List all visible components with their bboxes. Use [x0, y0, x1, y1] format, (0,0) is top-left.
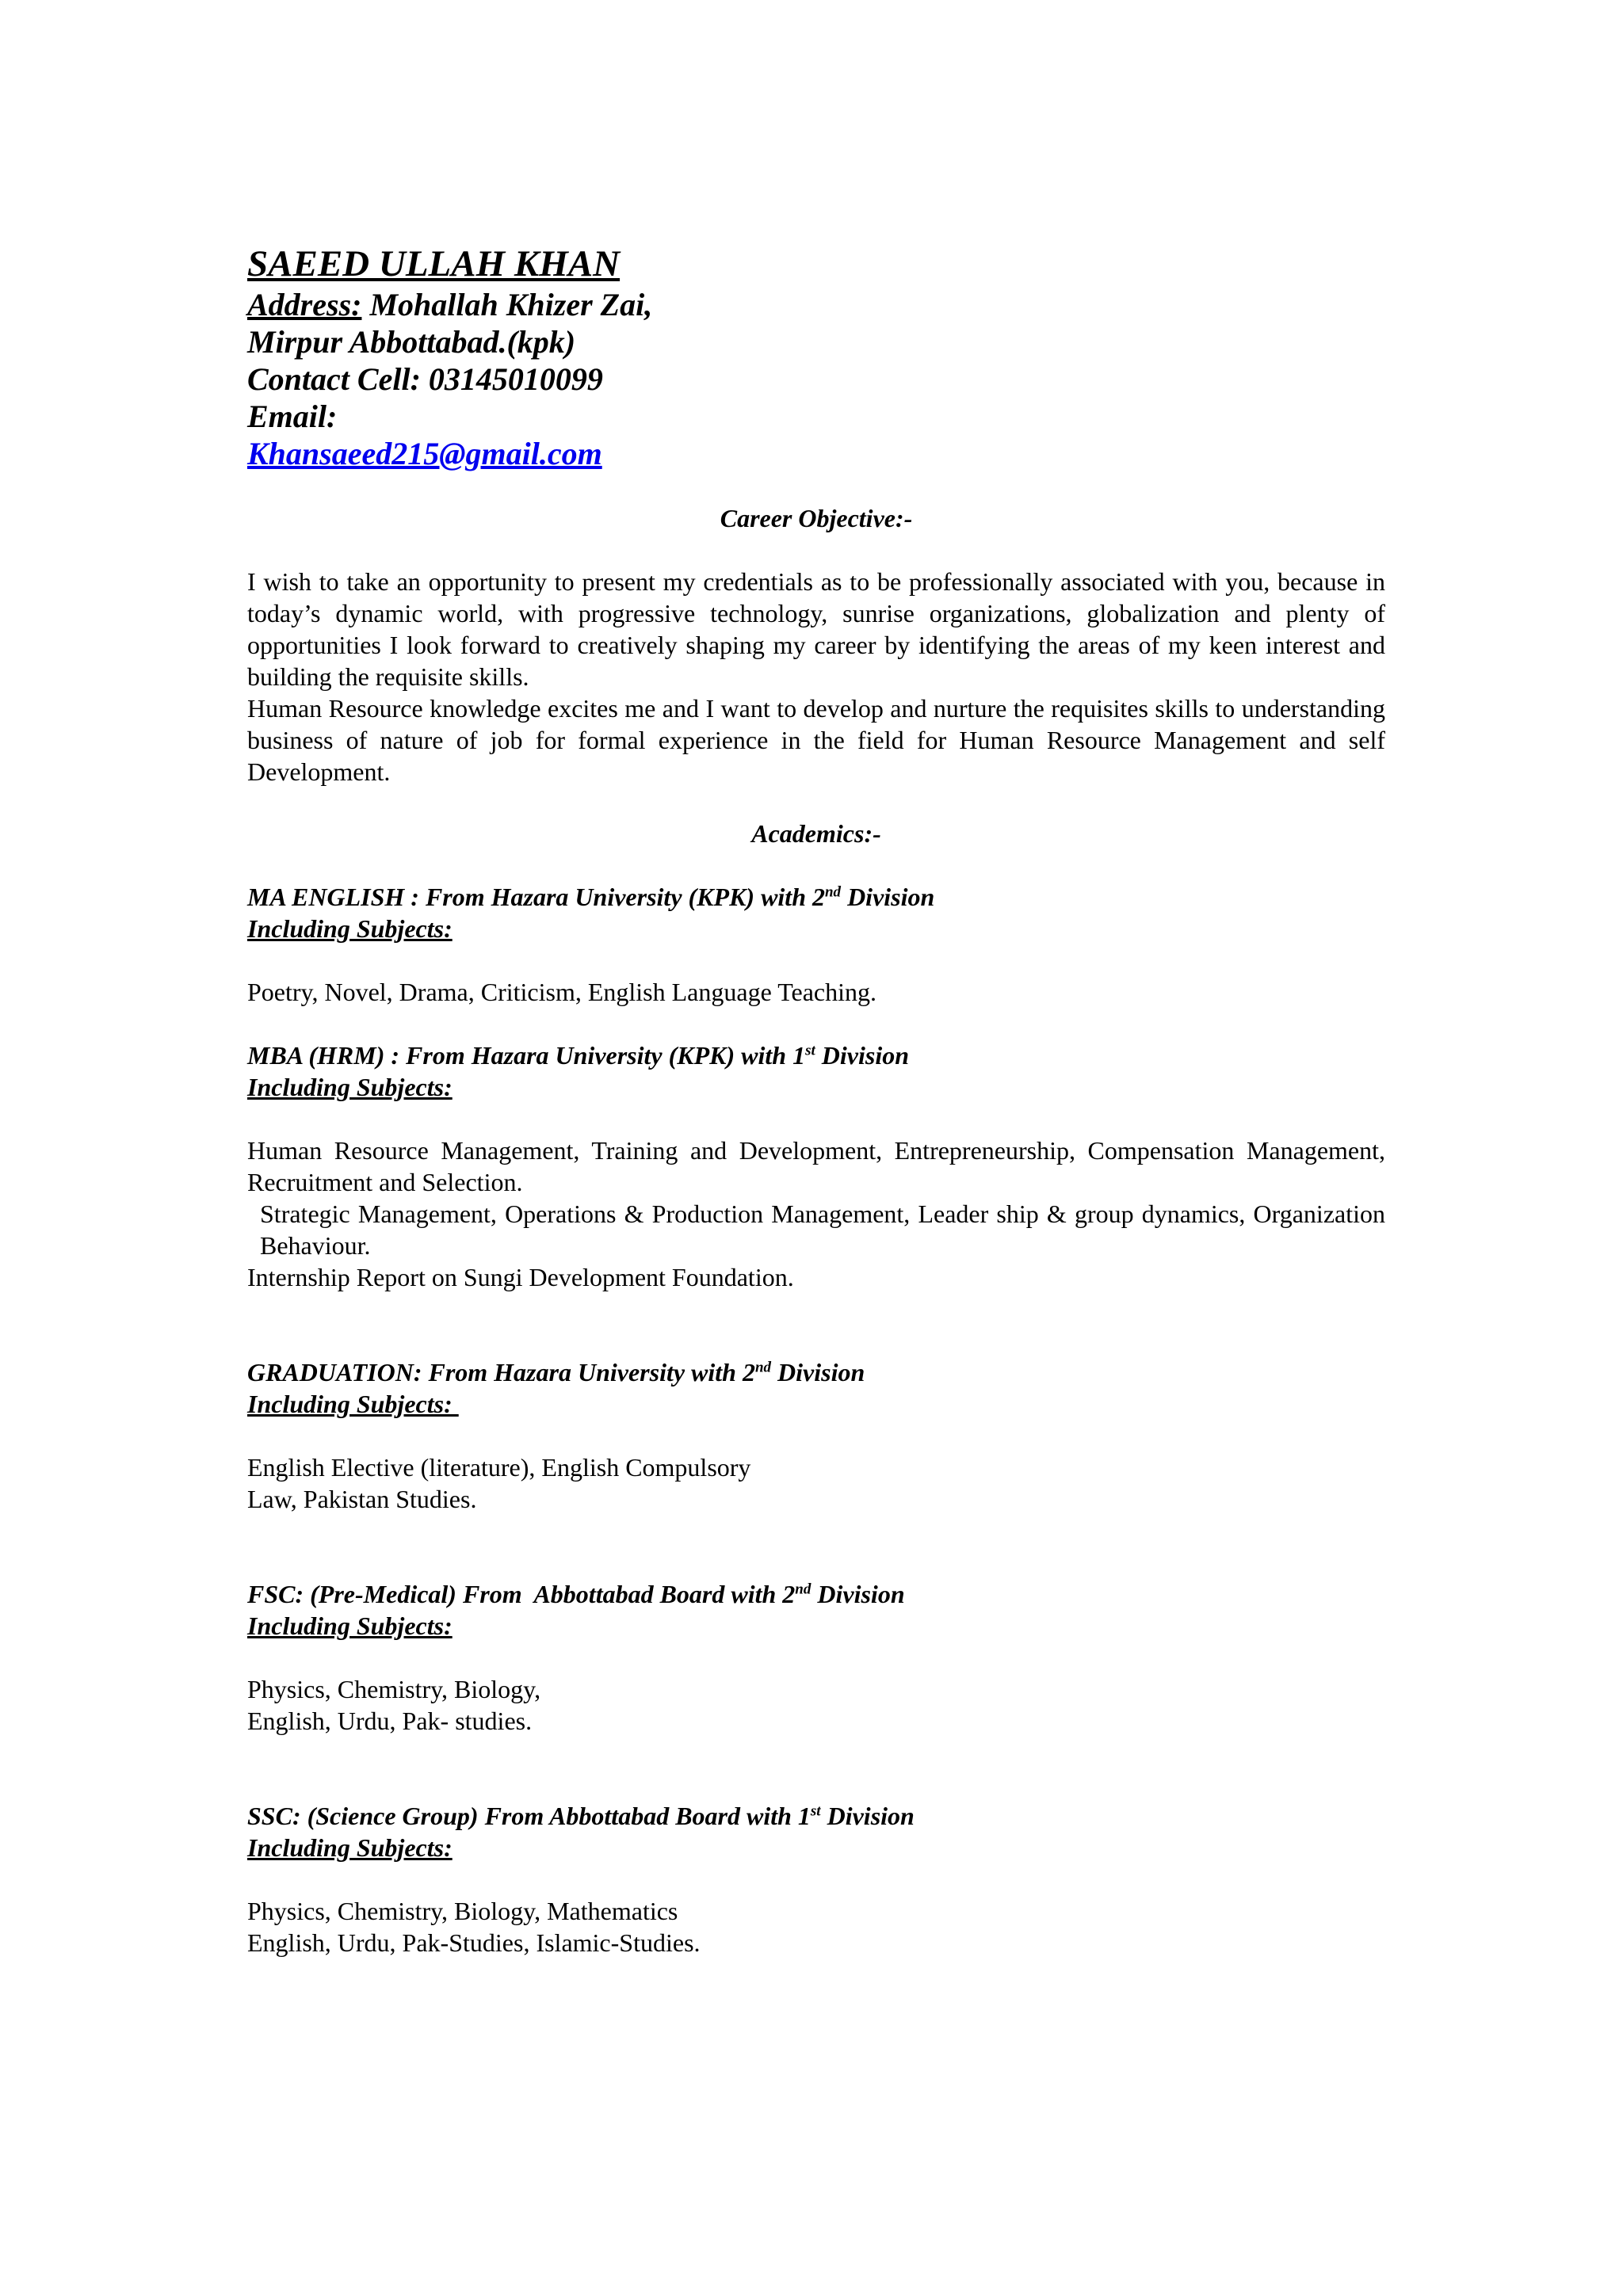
career-objective-title: Career Objective:-	[720, 504, 913, 532]
objective-paragraph-1: I wish to take an opportunity to present my credentials as to be professionally associated with you, because in today’s dynamic world, with progressive technology, sunrise organizations, globalization and plenty of opportunities I look forward to creatively shaping my career by identifying the areas of my keen interest and building the requisite skills.	[247, 567, 1385, 691]
subjects-label: Including Subjects:	[247, 914, 453, 943]
academic-entry-mba	[247, 1039, 1385, 1293]
degree-heading: GRADUATION: From Hazara University with 2nd Division	[247, 1358, 865, 1386]
address-line-1	[247, 286, 1385, 323]
email-label: Email:	[247, 399, 338, 434]
subjects-line: Law, Pakistan Studies.	[247, 1485, 477, 1513]
degree-heading: MA ENGLISH : From Hazara University (KPK) with 2nd Division	[247, 883, 935, 911]
address-line-2: Mirpur Abbottabad.(kpk)	[247, 324, 576, 360]
contact-cell: Contact Cell: 03145010099	[247, 361, 603, 397]
academic-entry-fsc	[247, 1578, 1385, 1737]
subjects-line: Human Resource Management, Training and Development, Entrepreneurship, Compensation Management, Recruitment and Selection.	[247, 1136, 1385, 1196]
resume-content	[247, 242, 1385, 1958]
objective-paragraph-2: Human Resource knowledge excites me and I want to develop and nurture the requisites skills to understanding business of nature of job for formal experience in the field for Human Resource Management and self Development.	[247, 694, 1385, 786]
subjects-line: English, Urdu, Pak-Studies, Islamic-Studies.	[247, 1928, 701, 1957]
address-text: Mohallah Khizer Zai,	[361, 287, 653, 322]
subjects-line: Internship Report on Sungi Development Foundation.	[247, 1263, 794, 1291]
subjects-line: Strategic Management, Operations & Production Management, Leader ship & group dynamics, Organization Behaviour.	[260, 1199, 1385, 1260]
subjects-line: Poetry, Novel, Drama, Criticism, English Language Teaching.	[247, 978, 877, 1006]
contact-header	[247, 242, 1385, 472]
subjects-line: English, Urdu, Pak- studies.	[247, 1707, 533, 1735]
degree-heading: FSC: (Pre-Medical) From Abbottabad Board with 2nd Division	[247, 1580, 905, 1608]
subjects-line: Physics, Chemistry, Biology, Mathematics	[247, 1897, 678, 1925]
subjects-line: Physics, Chemistry, Biology,	[247, 1675, 541, 1703]
subjects-label: Including Subjects:	[247, 1833, 453, 1862]
subjects-label: Including Subjects:	[247, 1390, 459, 1418]
academic-entry-ma-english	[247, 881, 1385, 1008]
subjects-label: Including Subjects:	[247, 1611, 453, 1640]
applicant-name: SAEED ULLAH KHAN	[247, 243, 621, 284]
address-label: Address:	[247, 287, 362, 322]
academic-entry-graduation	[247, 1356, 1385, 1515]
email-link[interactable]: Khansaeed215@gmail.com	[247, 436, 602, 471]
degree-heading: MBA (HRM) : From Hazara University (KPK) with 1st Division	[247, 1041, 909, 1070]
academic-entry-ssc	[247, 1800, 1385, 1958]
academics-title: Academics:-	[751, 819, 881, 848]
degree-heading: SSC: (Science Group) From Abbottabad Board with 1st Division	[247, 1802, 915, 1830]
subjects-label: Including Subjects:	[247, 1073, 453, 1101]
subjects-line: English Elective (literature), English Compulsory	[247, 1453, 751, 1482]
